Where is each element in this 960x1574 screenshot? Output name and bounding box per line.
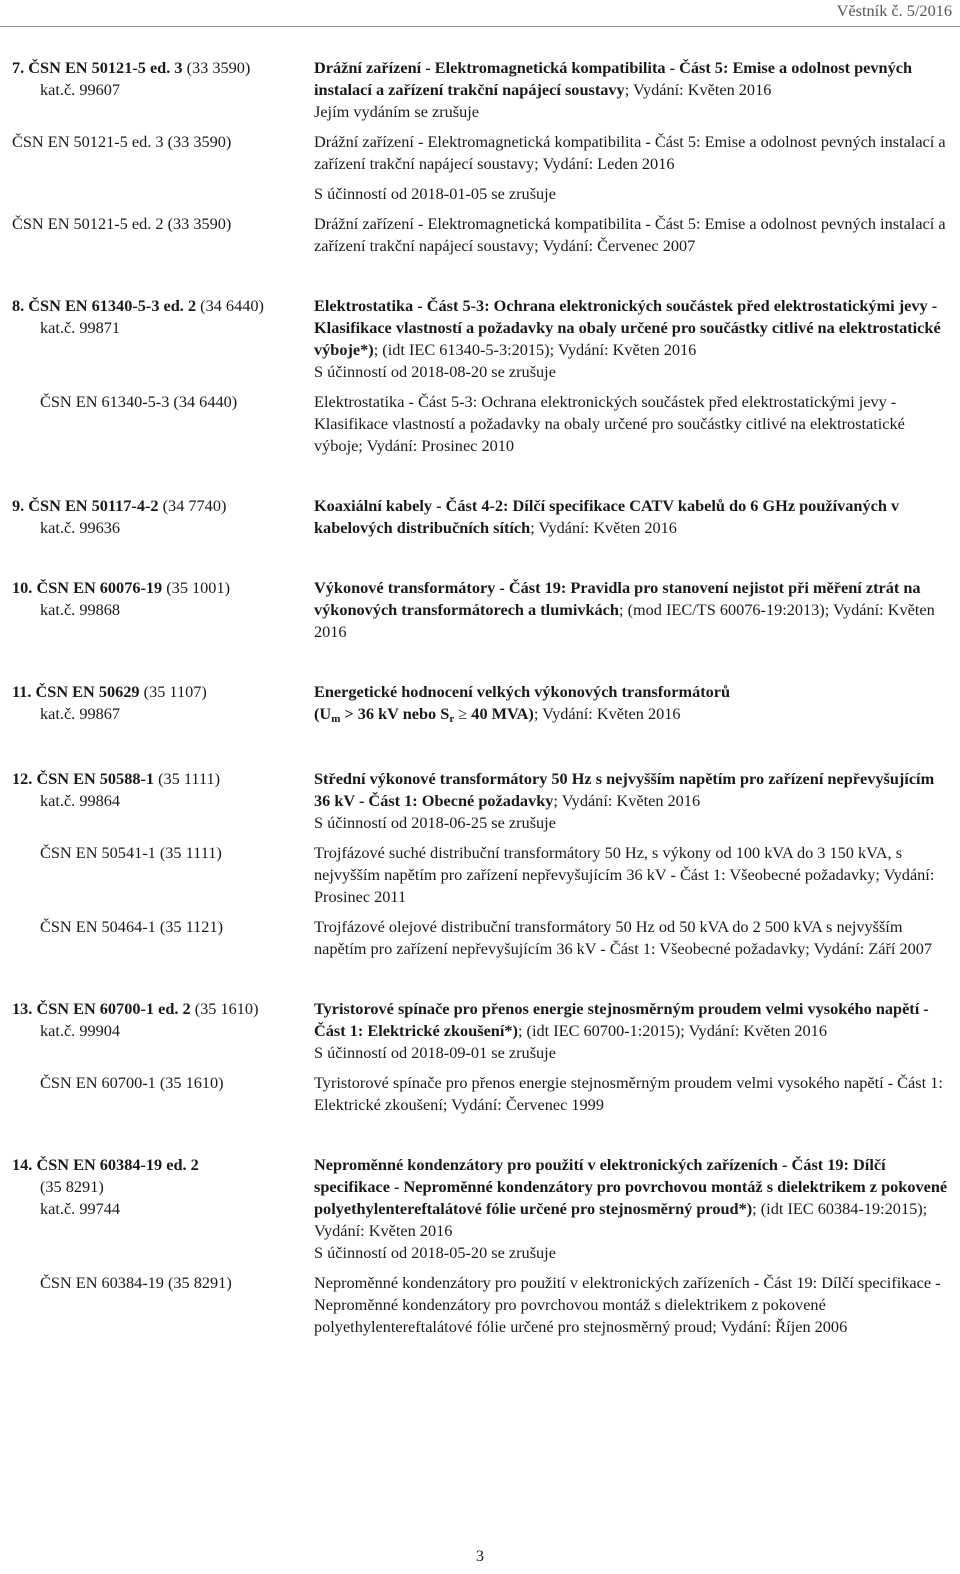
withdrawal-note: Jejím vydáním se zrušuje: [314, 102, 480, 121]
entry-number: 10.: [12, 578, 33, 597]
issue-date: ; Vydání: Květen 2016: [530, 518, 677, 537]
catalog-number: kat.č. 99864: [40, 791, 121, 810]
replaced-standard: [12, 1072, 952, 1116]
entry-7: [12, 57, 952, 123]
replaced-title: Trojfázové suché distribuční transformátory 50 Hz, s výkony od 100 kVA do 3 150 kVA, s nejvyšším napětím pro zařízení nepřevyšujícím 36 kV - Část 1: Všeobecné požadavky; Vydání: Prosinec 2011: [314, 843, 935, 906]
replaced-standard: [12, 1272, 952, 1338]
replaced-code: ČSN EN 50464-1 (35 1121): [40, 917, 224, 936]
replaced-standard: [12, 131, 952, 205]
standard-title: Střední výkonové transformátory 50 Hz s nejvyšším napětím pro zařízení nepřevyšujícím 36 kV - Část 1: Obecné požadavky: [314, 769, 935, 810]
standard-title: Energetické hodnocení velkých výkonových transformátorů: [314, 682, 731, 701]
catalog-number: kat.č. 99607: [40, 80, 121, 99]
replaced-standard: [12, 916, 952, 960]
entry-10: [12, 577, 952, 643]
replaced-code: ČSN EN 50121-5 ed. 3 (33 3590): [12, 132, 232, 151]
entry-number: 8.: [12, 296, 25, 315]
issue-date: ; (idt IEC 61340-5-3:2015); Vydání: Květen 2016: [373, 340, 697, 359]
standard-title-formula: ($U_m > 36$ kV nebo $S_r \ge 40$ MVA); Vydání: Květen 2016: [314, 704, 681, 725]
entry-14: [12, 1154, 952, 1264]
entry-number: 14.: [12, 1155, 33, 1174]
standard-code: ČSN EN 60700-1 ed. 2: [36, 999, 191, 1018]
standard-title: Výkonové transformátory - Část 19: Pravidla pro stanovení nejistot při měření ztrát na výkonových transformátorech a tlumivkách: [314, 578, 921, 619]
standard-code: ČSN EN 60384-19 ed. 2: [36, 1155, 199, 1174]
replaced-standard: [12, 842, 952, 908]
entry-13: [12, 998, 952, 1064]
withdrawal-note: S účinností od 2018-05-20 se zrušuje: [314, 1243, 556, 1262]
entry-8: [12, 295, 952, 383]
class-number: (35 8291): [40, 1177, 104, 1196]
class-number: (34 6440): [196, 296, 264, 315]
entry-12: [12, 768, 952, 834]
standard-title: Neproměnné kondenzátory pro použití v elektronických zařízeních - Část 19: Dílčí specifikace - Neproměnné kondenzátory pro povrchovou montáž s dielektrikem z pokovené polyethylentereftalátové fólie určené pro stejnosměrný proud*): [314, 1155, 948, 1218]
standard-title: Tyristorové spínače pro přenos energie stejnosměrným proudem velmi vysokého napětí - Část 1: Elektrické zkoušení*): [314, 999, 929, 1040]
entry-number: 12.: [12, 769, 33, 788]
replaced-code: ČSN EN 50121-5 ed. 2 (33 3590): [12, 214, 232, 233]
entry-number: 13.: [12, 999, 33, 1018]
catalog-number: kat.č. 99871: [40, 318, 121, 337]
class-number: (34 7740): [158, 496, 227, 515]
withdrawal-note: S účinností od 2018-01-05 se zrušuje: [314, 184, 556, 203]
standard-title: Elektrostatika - Část 5-3: Ochrana elektronických součástek před elektrostatickými jevy - Klasifikace vlastností a požadavky na obaly určené pro součástky citlivé na elektrostatické výboje*): [314, 296, 941, 359]
standard-code: ČSN EN 50117-4-2: [28, 496, 159, 515]
replaced-title: Drážní zařízení - Elektromagnetická kompatibilita - Část 5: Emise a odolnost pevných instalací a zařízení trakční napájecí soustavy; Vydání: Leden 2016: [314, 132, 946, 173]
replaced-code: ČSN EN 50541-1 (35 1111): [40, 843, 222, 862]
standard-code: ČSN EN 50629: [35, 682, 140, 701]
replaced-title: Tyristorové spínače pro přenos energie stejnosměrným proudem velmi vysokého napětí - Část 1: Elektrické zkoušení; Vydání: Červenec 1999: [314, 1073, 943, 1114]
withdrawal-note: S účinností od 2018-08-20 se zrušuje: [314, 362, 556, 381]
catalog-number: kat.č. 99636: [40, 518, 121, 537]
replaced-title: Trojfázové olejové distribuční transformátory 50 Hz od 50 kVA do 2 500 kVA s nejvyšším napětím pro zařízení nepřevyšujícím 36 kV - Část 1: Všeobecné požadavky; Vydání: Září 2007: [314, 917, 933, 958]
issue-date: ; (idt IEC 60700-1:2015); Vydání: Květen 2016: [517, 1021, 827, 1040]
replaced-code: ČSN EN 60700-1 (35 1610): [40, 1073, 224, 1092]
standards-list: [12, 57, 952, 1338]
replaced-title: Drážní zařízení - Elektromagnetická kompatibilita - Část 5: Emise a odolnost pevných instalací a zařízení trakční napájecí soustavy; Vydání: Červenec 2007: [314, 214, 946, 255]
catalog-number: kat.č. 99904: [40, 1021, 121, 1040]
entry-9: [12, 495, 952, 539]
class-number: (35 1001): [162, 578, 231, 597]
standard-title: Koaxiální kabely - Část 4-2: Dílčí specifikace CATV kabelů do 6 GHz používaných v kabelových distribučních sítích: [314, 496, 900, 537]
replaced-standard: [12, 213, 952, 257]
class-number: (35 1610): [190, 999, 259, 1018]
issue-date: ; Vydání: Květen 2016: [553, 791, 701, 810]
page-header: Věstník č. 5/2016: [836, 1, 952, 20]
replaced-standard: [12, 391, 952, 457]
replaced-code: ČSN EN 61340-5-3 (34 6440): [40, 392, 238, 411]
standard-code: ČSN EN 61340-5-3 ed. 2: [28, 296, 197, 315]
issue-date: ; (mod IEC/TS 60076-19:2013); Vydání: Květen 2016: [314, 600, 935, 641]
entry-number: 11.: [12, 682, 32, 701]
catalog-number: kat.č. 99868: [40, 600, 121, 619]
class-number: (35 1111): [154, 769, 221, 788]
withdrawal-note: S účinností od 2018-06-25 se zrušuje: [314, 813, 556, 832]
standard-code: ČSN EN 50588-1: [36, 769, 155, 788]
issue-date: ; (idt IEC 60384-19:2015); Vydání: Květen 2016: [314, 1199, 928, 1240]
class-number: (33 3590): [182, 58, 251, 77]
replaced-title: Neproměnné kondenzátory pro použití v elektronických zařízeních - Část 19: Dílčí specifikace - Neproměnné kondenzátory pro povrchovou montáž s dielektrikem z pokovené polyethylentereftalátové fólie určené pro stejnosměrný proud; Vydání: Říjen 2006: [314, 1273, 941, 1336]
entry-number: 9.: [12, 496, 25, 515]
replaced-code: ČSN EN 60384-19 (35 8291): [40, 1273, 232, 1292]
standard-title: Drážní zařízení - Elektromagnetická kompatibilita - Část 5: Emise a odolnost pevných instalací a zařízení trakční napájecí soustavy: [314, 58, 913, 99]
withdrawal-note: S účinností od 2018-09-01 se zrušuje: [314, 1043, 556, 1062]
issue-date: ; Vydání: Květen 2016: [533, 704, 681, 723]
class-number: (35 1107): [139, 682, 207, 701]
entry-11: [12, 681, 952, 730]
issue-date: ; Vydání: Květen 2016: [624, 80, 772, 99]
standard-code: ČSN EN 60076-19: [36, 578, 163, 597]
entry-number: 7.: [12, 58, 25, 77]
catalog-number: kat.č. 99744: [40, 1199, 121, 1218]
replaced-title: Elektrostatika - Část 5-3: Ochrana elektronických součástek před elektrostatickými jevy - Klasifikace vlastností a požadavky na obaly určené pro součástky citlivé na elektrostatické výboje; Vydání: Prosinec 2010: [314, 392, 905, 455]
standard-code: ČSN EN 50121-5 ed. 3: [28, 58, 183, 77]
page-number: 3: [475, 1546, 485, 1565]
catalog-number: kat.č. 99867: [40, 704, 121, 723]
header-rule: [0, 26, 960, 27]
